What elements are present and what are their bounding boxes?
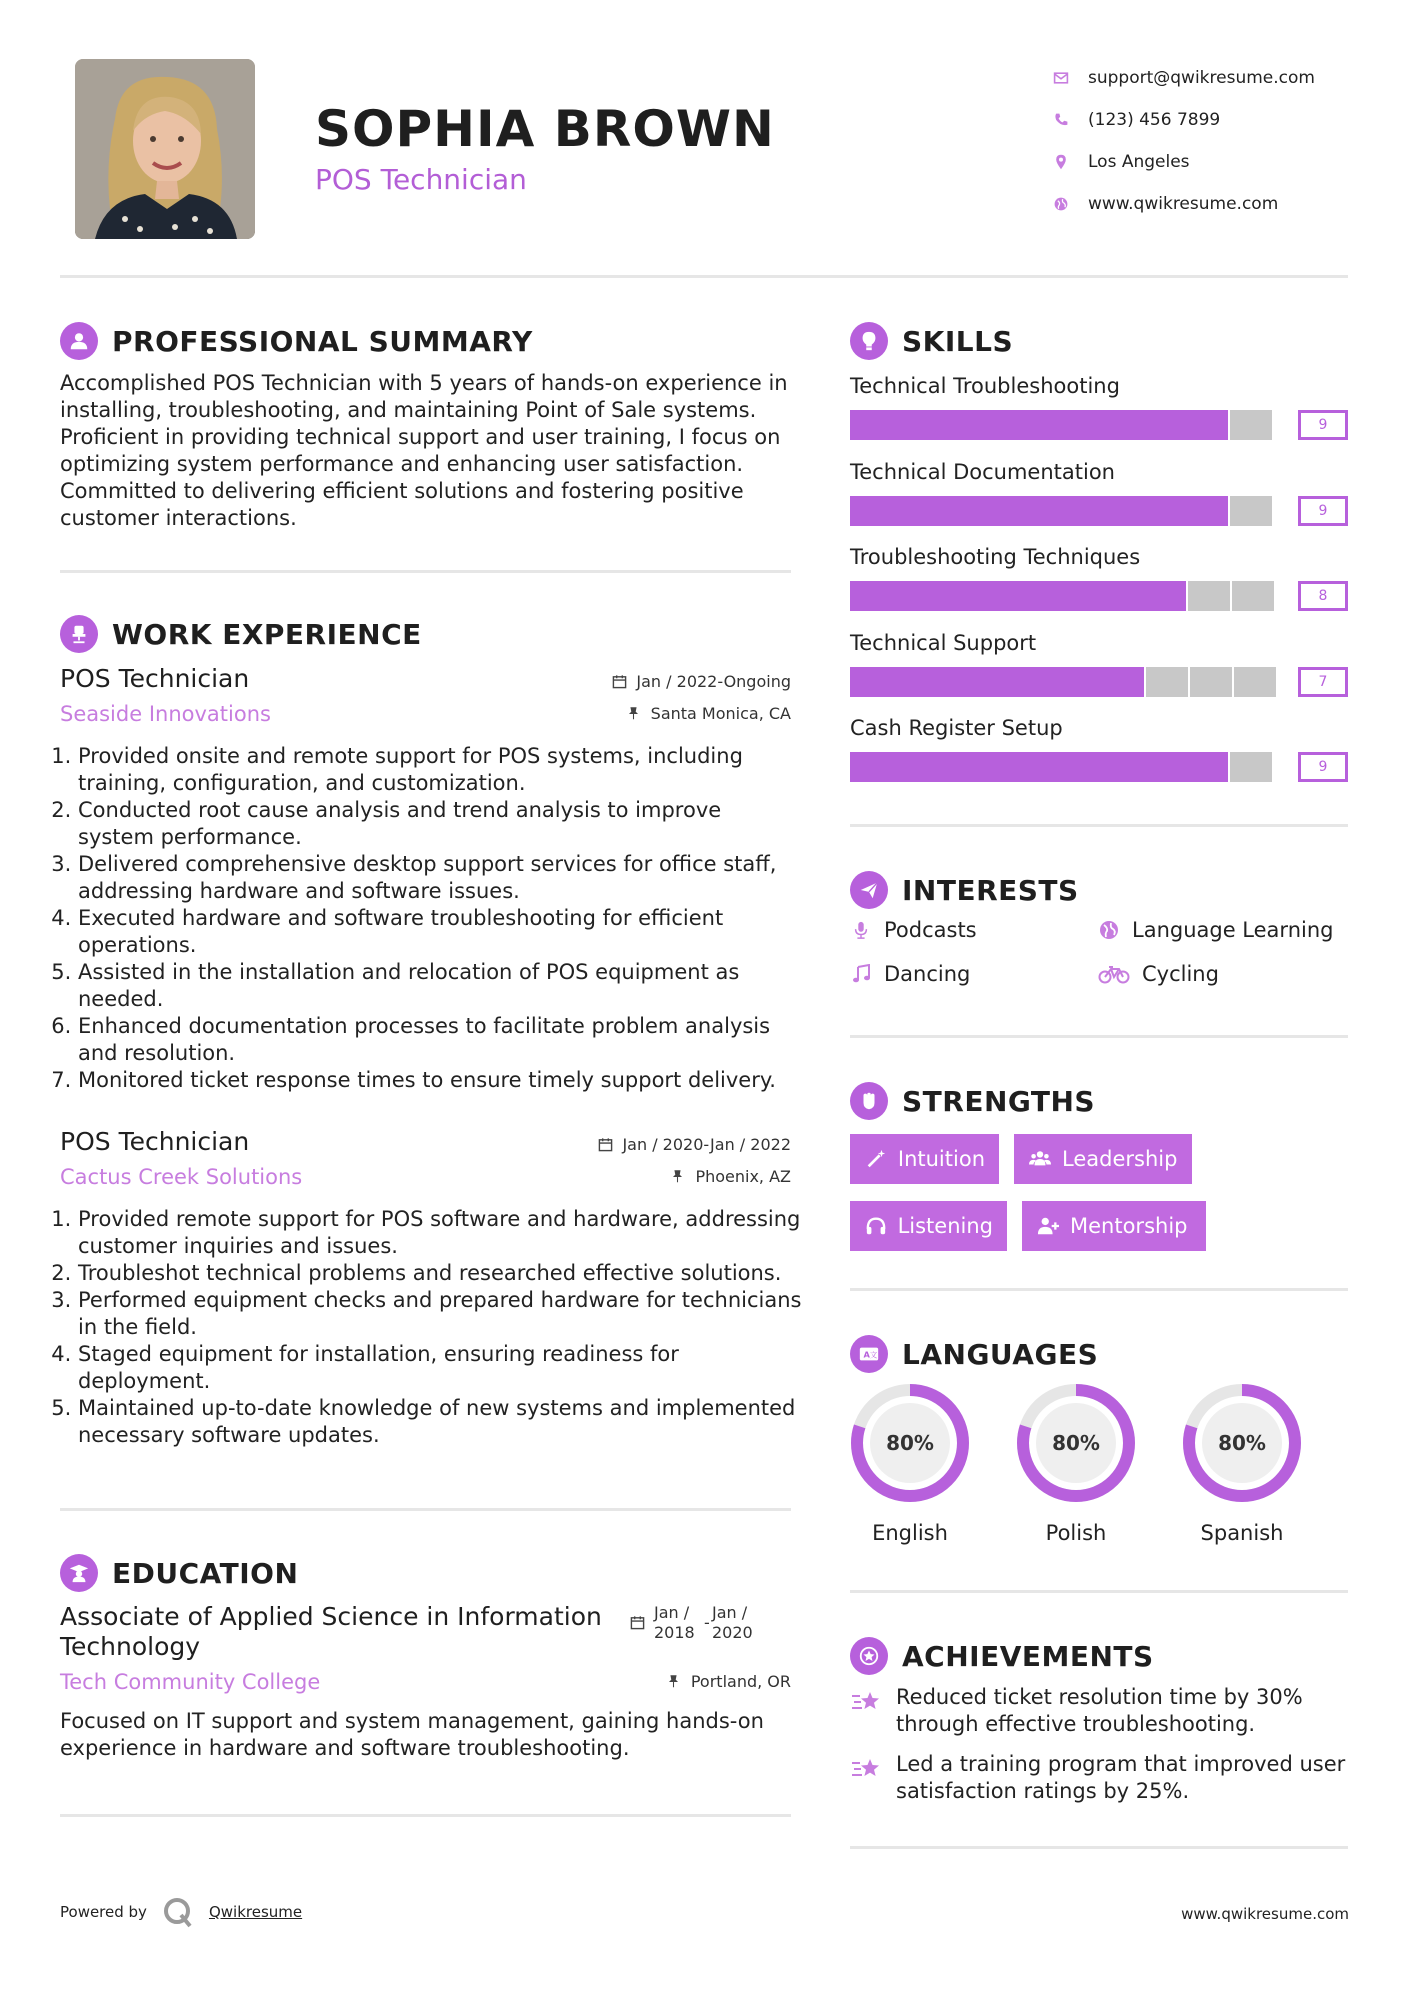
work-heading xyxy=(60,615,422,653)
pin-icon xyxy=(671,1169,687,1185)
skill-segment-filled xyxy=(1144,496,1186,526)
interests-title: INTERESTS xyxy=(902,873,1079,907)
strengths-heading xyxy=(850,1082,1095,1120)
globe-icon xyxy=(1052,195,1070,213)
language-name: Polish xyxy=(1045,1521,1107,1545)
skills-divider xyxy=(850,824,1348,827)
skill-segment-empty xyxy=(1190,667,1232,697)
pin-icon xyxy=(667,1674,683,1690)
interests-divider xyxy=(850,1035,1348,1038)
skill-segment-filled xyxy=(1018,410,1060,440)
interest-podcasts xyxy=(850,918,977,942)
user-icon xyxy=(60,322,98,360)
skill-segment-filled xyxy=(850,410,892,440)
contact-location-text: Los Angeles xyxy=(1088,152,1190,172)
language-name: English xyxy=(872,1521,948,1545)
skill-segment-empty xyxy=(1230,496,1272,526)
skill-label: Technical Troubleshooting xyxy=(850,374,1120,398)
list-item: 5. Assisted in the installation and relocation of POS equipment as needed. xyxy=(78,959,798,1013)
user-plus-icon xyxy=(1036,1214,1060,1238)
users-icon xyxy=(1028,1147,1052,1171)
skill-segment-filled xyxy=(892,752,934,782)
skill-segment-filled xyxy=(976,752,1018,782)
skill-segment-filled xyxy=(934,581,976,611)
footer-url[interactable]: www.qwikresume.com xyxy=(1181,1905,1349,1923)
skills-heading xyxy=(850,322,1013,360)
interest-label: Language Learning xyxy=(1132,918,1334,942)
summary-heading xyxy=(60,322,533,360)
skill-segment-filled xyxy=(1060,581,1102,611)
contact-phone[interactable] xyxy=(1052,99,1315,141)
language-percent: 80% xyxy=(1052,1431,1100,1455)
interest-label: Dancing xyxy=(884,962,971,986)
headphones-icon xyxy=(864,1214,888,1238)
skill-bar xyxy=(850,752,1274,782)
briefcase-chair-icon xyxy=(60,615,98,653)
pin-icon xyxy=(627,706,643,722)
skill-segment-filled xyxy=(976,667,1018,697)
contact-location xyxy=(1052,141,1315,183)
graduate-icon xyxy=(60,1554,98,1592)
skill-bar xyxy=(850,581,1276,611)
job-2-date-text: Jan / 2020-Jan / 2022 xyxy=(622,1135,791,1154)
skill-segment-filled xyxy=(850,752,892,782)
job-2-title: POS Technician xyxy=(60,1127,250,1156)
language-ring xyxy=(850,1383,970,1503)
languages-title: LANGUAGES xyxy=(902,1337,1099,1371)
skill-level-badge: 9 xyxy=(1298,410,1348,440)
svg-text:A: A xyxy=(863,1349,870,1360)
education-location xyxy=(520,1672,791,1691)
skill-segment-empty xyxy=(1146,667,1188,697)
education-degree: Associate of Applied Science in Information Technology xyxy=(60,1602,602,1661)
skill-segment-filled xyxy=(934,667,976,697)
languages-divider xyxy=(850,1590,1348,1593)
language-item xyxy=(850,1383,970,1545)
footer-brand-link[interactable]: Qwikresume xyxy=(208,1903,303,1921)
skill-segment-filled xyxy=(892,667,934,697)
job-1-company: Seaside Innovations xyxy=(60,702,271,726)
qwikresume-logo-icon xyxy=(161,1895,195,1929)
summary-divider xyxy=(60,570,791,573)
education-title: EDUCATION xyxy=(112,1556,299,1590)
education-date-end-month: Jan / xyxy=(712,1603,748,1622)
strength-label: Leadership xyxy=(1062,1147,1178,1171)
skill-segment-filled xyxy=(976,496,1018,526)
job-1-location xyxy=(520,704,791,723)
footer-powered-by xyxy=(60,1895,302,1929)
profile-photo xyxy=(75,59,255,239)
work-title: WORK EXPERIENCE xyxy=(112,617,422,651)
strengths-title: STRENGTHS xyxy=(902,1084,1096,1118)
strength-tag-intuition xyxy=(850,1134,999,1184)
star-badge-icon xyxy=(850,1637,888,1675)
skill-segment-empty xyxy=(1232,581,1274,611)
achievement-item xyxy=(850,1684,1350,1738)
strength-tag-leadership xyxy=(1014,1134,1192,1184)
skill-level-badge: 8 xyxy=(1298,581,1348,611)
education-date-end-year: 2020 xyxy=(712,1623,753,1642)
calendar-icon xyxy=(630,1615,646,1631)
contact-email[interactable] xyxy=(1052,57,1315,99)
achievement-item xyxy=(850,1751,1350,1805)
svg-text:文: 文 xyxy=(869,1350,878,1360)
skill-segment-filled xyxy=(850,496,892,526)
music-note-icon xyxy=(850,963,872,985)
achievement-text: Led a training program that improved user satisfaction ratings by 25%. xyxy=(896,1752,1346,1803)
list-item: 5. Maintained up-to-date knowledge of new systems and implemented necessary software updates. xyxy=(78,1395,808,1449)
skill-segment-filled xyxy=(892,496,934,526)
skill-segment-filled xyxy=(892,581,934,611)
list-item: 3. Performed equipment checks and prepared hardware for technicians in the field. xyxy=(78,1287,808,1341)
skill-level-badge: 9 xyxy=(1298,752,1348,782)
location-pin-icon xyxy=(1052,153,1070,171)
list-item: 4. Staged equipment for installation, ensuring readiness for deployment. xyxy=(78,1341,808,1395)
skill-segment-empty xyxy=(1234,667,1276,697)
language-ring xyxy=(1016,1383,1136,1503)
skill-segment-filled xyxy=(976,410,1018,440)
lightbulb-icon xyxy=(850,322,888,360)
skill-bar xyxy=(850,667,1278,697)
skill-segment-filled xyxy=(1018,496,1060,526)
language-percent: 80% xyxy=(886,1431,934,1455)
strength-tag-mentorship xyxy=(1022,1201,1206,1251)
skill-segment-filled xyxy=(1102,496,1144,526)
list-item: 1. Provided onsite and remote support for POS systems, including training, configuration, and customization. xyxy=(78,743,798,797)
list-item: 7. Monitored ticket response times to ensure timely support delivery. xyxy=(78,1067,798,1094)
skill-segment-filled xyxy=(934,410,976,440)
skill-segment-filled xyxy=(1102,752,1144,782)
skill-segment-empty xyxy=(1188,581,1230,611)
skill-bar xyxy=(850,496,1274,526)
skill-segment-filled xyxy=(850,581,892,611)
calendar-icon xyxy=(598,1137,614,1153)
skill-label: Technical Support xyxy=(850,631,1037,655)
magic-wand-icon xyxy=(864,1147,888,1171)
achievements-divider xyxy=(850,1846,1348,1849)
language-item xyxy=(1182,1383,1302,1545)
language-percent: 80% xyxy=(1218,1431,1266,1455)
skill-segment-filled xyxy=(1060,752,1102,782)
skill-segment-filled xyxy=(1060,496,1102,526)
job-2-location xyxy=(520,1167,791,1186)
skill-label: Cash Register Setup xyxy=(850,716,1063,740)
job-2-company: Cactus Creek Solutions xyxy=(60,1165,303,1189)
list-item: 2. Conducted root cause analysis and trend analysis to improve system performance. xyxy=(78,797,798,851)
contact-website[interactable] xyxy=(1052,183,1315,225)
job-1-date-text: Jan / 2022-Ongoing xyxy=(636,672,791,691)
job-1-title: POS Technician xyxy=(60,664,250,693)
skill-label: Technical Documentation xyxy=(850,460,1115,484)
skill-segment-filled xyxy=(850,667,892,697)
work-divider xyxy=(60,1508,791,1511)
job-1-duties xyxy=(60,743,798,1094)
language-card-icon xyxy=(850,1335,888,1373)
job-2-location-text: Phoenix, AZ xyxy=(695,1167,791,1186)
header-divider xyxy=(60,275,1348,278)
interest-language-learning xyxy=(1098,918,1333,942)
job-1-date xyxy=(520,672,791,691)
interest-label: Cycling xyxy=(1142,962,1219,986)
education-school: Tech Community College xyxy=(60,1670,321,1694)
skill-segment-filled xyxy=(934,752,976,782)
skill-label: Troubleshooting Techniques xyxy=(850,545,1141,569)
skill-segment-filled xyxy=(1018,752,1060,782)
globe-icon xyxy=(1098,919,1120,941)
language-name: Spanish xyxy=(1200,1521,1284,1545)
strengths-divider xyxy=(850,1288,1348,1291)
candidate-name: SOPHIA BROWN xyxy=(315,100,775,158)
calendar-icon xyxy=(612,674,628,690)
list-item: 6. Enhanced documentation processes to facilitate problem analysis and resolution. xyxy=(78,1013,798,1067)
languages-heading xyxy=(850,1335,1098,1373)
envelope-icon xyxy=(1052,69,1070,87)
strength-label: Listening xyxy=(897,1214,993,1238)
list-item: 4. Executed hardware and software troubleshooting for efficient operations. xyxy=(78,905,798,959)
achievements-title: ACHIEVEMENTS xyxy=(902,1639,1154,1673)
list-item: 1. Provided remote support for POS software and hardware, addressing customer inquiries and issues. xyxy=(78,1206,808,1260)
powered-by-label: Powered by xyxy=(60,1903,147,1921)
portrait-image xyxy=(75,59,255,239)
skill-segment-filled xyxy=(1102,410,1144,440)
phone-icon xyxy=(1052,111,1070,129)
contact-list xyxy=(1052,57,1315,225)
candidate-title: POS Technician xyxy=(315,163,527,196)
skill-segment-filled xyxy=(934,496,976,526)
language-item xyxy=(1016,1383,1136,1545)
interest-label: Podcasts xyxy=(884,918,977,942)
contact-email-text: support@qwikresume.com xyxy=(1088,68,1315,88)
skill-segment-empty xyxy=(1230,752,1272,782)
microphone-icon xyxy=(850,919,872,941)
skill-segment-filled xyxy=(1060,667,1102,697)
skill-segment-filled xyxy=(1102,667,1144,697)
education-heading xyxy=(60,1554,298,1592)
interest-dancing xyxy=(850,962,970,986)
education-date-start xyxy=(654,1603,704,1643)
skill-segment-filled xyxy=(1144,752,1186,782)
education-divider xyxy=(60,1814,791,1817)
skill-level-badge: 9 xyxy=(1298,496,1348,526)
summary-text: Accomplished POS Technician with 5 years of hands-on experience in installing, troubleshooting, and maintaining Point of Sale systems. Proficient in providing technical support and user training, I focus on optimizing system performance and enhancing user satisfaction. Committed to delivering efficient solutions and fostering positive customer interactions. xyxy=(60,371,788,530)
skill-segment-filled xyxy=(1144,410,1186,440)
education-date xyxy=(630,1603,791,1643)
date-dash: - xyxy=(704,1613,710,1632)
education-location-text: Portland, OR xyxy=(690,1672,791,1691)
skill-segment-filled xyxy=(1018,581,1060,611)
skill-segment-filled xyxy=(1186,410,1228,440)
skill-segment-filled xyxy=(976,581,1018,611)
skill-segment-filled xyxy=(892,410,934,440)
strength-label: Mentorship xyxy=(1070,1214,1188,1238)
strength-label: Intuition xyxy=(897,1147,985,1171)
education-date-start-year: 2018 xyxy=(654,1623,695,1642)
summary-title: PROFESSIONAL SUMMARY xyxy=(112,324,533,358)
education-text: Focused on IT support and system management, gaining hands-on experience in hardware and software troubleshooting. xyxy=(60,1709,764,1760)
interests-heading xyxy=(850,871,1079,909)
achievement-text: Reduced ticket resolution time by 30% through effective troubleshooting. xyxy=(896,1685,1303,1736)
skill-bar xyxy=(850,410,1274,440)
strength-tag-listening xyxy=(850,1201,1007,1251)
skill-segment-empty xyxy=(1230,410,1272,440)
bicycle-icon xyxy=(1098,963,1130,985)
contact-website-text: www.qwikresume.com xyxy=(1088,194,1279,214)
job-1-location-text: Santa Monica, CA xyxy=(650,704,791,723)
interest-cycling xyxy=(1098,962,1219,986)
fist-icon xyxy=(850,1082,888,1120)
job-2-date xyxy=(500,1135,791,1154)
achievements-heading xyxy=(850,1637,1154,1675)
contact-phone-text: (123) 456 7899 xyxy=(1088,110,1221,130)
list-item: 2. Troubleshot technical problems and researched effective solutions. xyxy=(78,1260,808,1287)
shooting-star-icon xyxy=(850,1753,884,1783)
skill-segment-filled xyxy=(1018,667,1060,697)
skill-segment-filled xyxy=(1144,581,1186,611)
language-ring xyxy=(1182,1383,1302,1503)
skill-segment-filled xyxy=(1060,410,1102,440)
list-item: 3. Delivered comprehensive desktop support services for office staff, addressing hardware and software issues. xyxy=(78,851,798,905)
skill-segment-filled xyxy=(1186,752,1228,782)
skill-level-badge: 7 xyxy=(1298,667,1348,697)
job-2-duties xyxy=(60,1206,808,1449)
education-date-end xyxy=(712,1603,762,1643)
shooting-star-icon xyxy=(850,1686,884,1716)
skills-title: SKILLS xyxy=(902,324,1014,358)
skill-segment-filled xyxy=(1102,581,1144,611)
paper-plane-icon xyxy=(850,871,888,909)
education-date-start-month: Jan / xyxy=(654,1603,690,1622)
skill-segment-filled xyxy=(1186,496,1228,526)
